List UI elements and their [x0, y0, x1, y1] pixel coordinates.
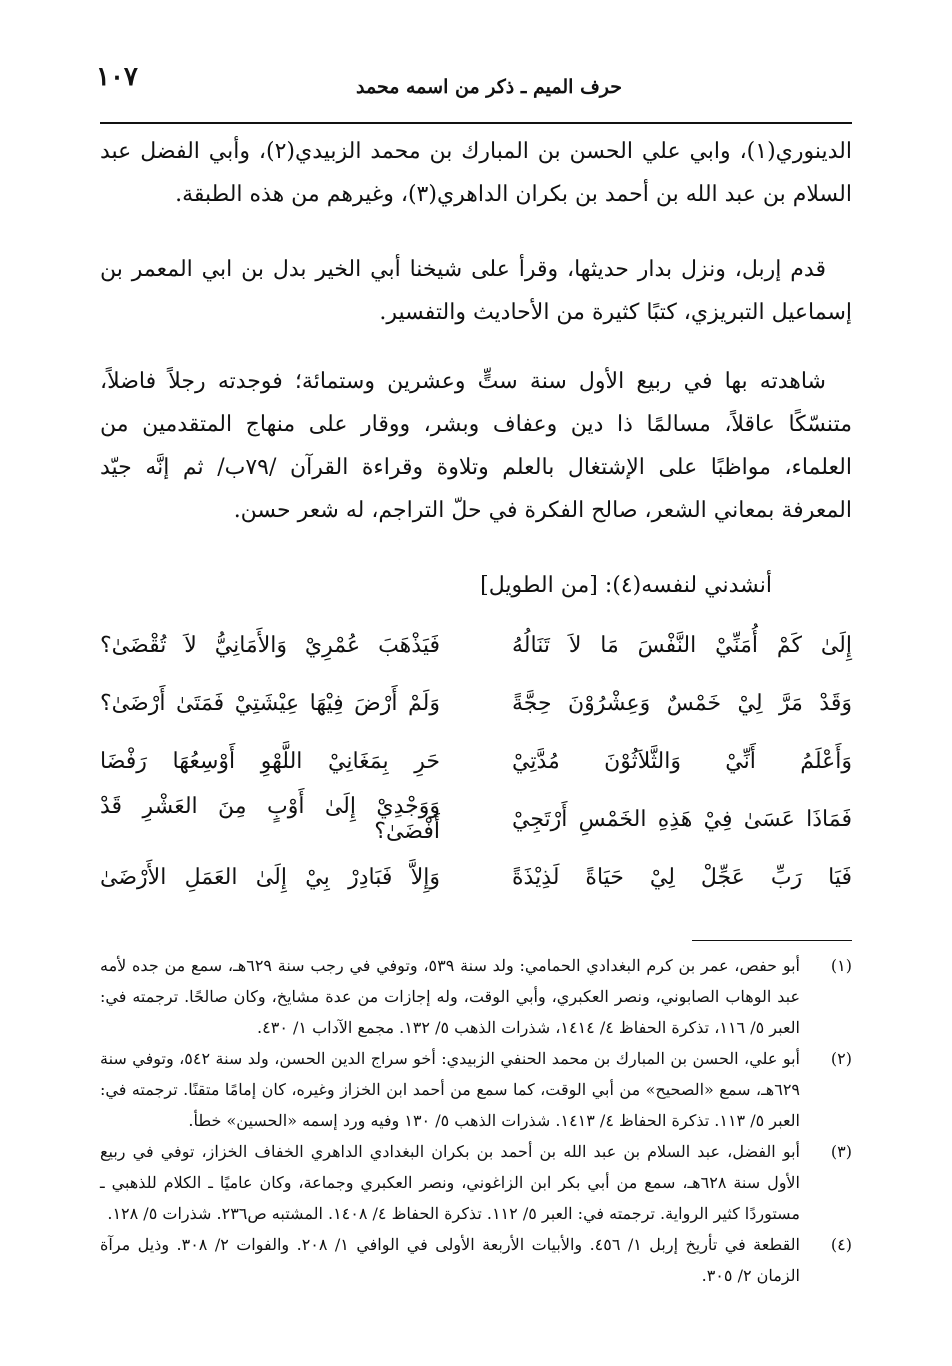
footnote-text: أبو الفضل، عبد السلام بن عبد الله بن أحمد بن بكران البغدادي الداهري الخفاف الخزاز، توفي في ربيع الأول سنة ٦٢٨هـ، سمع من أبي بكر ابن الزاغوني، ونصر العكبري وجماعة، وكان عاميًا ـ الكلام للذهبي ـ مستوردًا كثير الرواية. ترجمته في: العبر ٥/ ١١٢. تذكرة الحفاظ ٤/ ١٤٠٨. المشتبه ص٢٣٦. شذرات ٥/ ١٢٨.	[100, 1142, 801, 1223]
footnote	[100, 1136, 852, 1229]
footnote	[100, 950, 852, 1043]
body-paragraph: شاهدته بها في ربيع الأول سنة ستٍّ وعشرين وستمائة؛ فوجدته رجلاً فاضلاً، متنسّكًا عاقلاً، مسالمًا ذا دين وعفاف وبشر، ووقار على منهاج المتقدمين من العلماء، مواظبًا على الإشتغال بالعلم وتلاوة وقراءة القرآن /٧٩ب/ ثم إنَّه جيّد المعرفة بمعاني الشعر، صالح الفكرة في حلّ التراجم، له شعر حسن.	[100, 369, 852, 523]
footnote-text: أبو علي، الحسن بن المبارك بن محمد الحنفي الزبيدي: أخو سراج الدين الحسن، ولد سنة ٥٤٢، وتوفي سنة ٦٢٩هـ، سمع «الصحيح» من أبي الوقت، كما سمع من أحمد ابن الخزاز وغيره، كان إمامًا متقنًا. ترجمته في: العبر ٥/ ١١٣. تذكرة الحفاظ ٤/ ١٤١٣. شذرات الذهب ٥/ ١٣٠ وفيه ورد إسمه «الحسين» خطأ.	[100, 1049, 800, 1130]
running-title: حرف الميم ـ ذكر من اسمه محمد	[355, 76, 622, 98]
page-number: ١٠٧	[96, 62, 138, 92]
verse-second-hemistich: فَيَذْهَبَ عُمْرِيْ وَالأَمَانِيُّ لاَ تُقْضَىٰ؟	[100, 632, 440, 658]
footnote-number: (٣)	[830, 1142, 852, 1161]
body-paragraph: قدم إربل، ونزل بدار حديثها، وقرأ على شيخنا أبي الخير بدل بن ابي المعمر بن إسماعيل التبريزي، كتبًا كثيرة من الأحاديث والتفسير.	[100, 257, 852, 325]
poem	[100, 616, 852, 906]
body-paragraph: الدينوري(١)، وابي علي الحسن بن المبارك بن محمد الزبيدي(٢)، وأبي الفضل عبد السلام بن عبد الله بن أحمد بن بكران الداهري(٣)، وغيرهم من هذه الطبقة.	[100, 139, 852, 207]
verse-second-hemistich: وَلَمْ أَرْضَ فِيْهَا عِيْشَتِيْ فَمَتَىٰ أَرْضَىٰ؟	[100, 690, 440, 716]
verse-first-hemistich: إِلَىٰ كَمْ أُمَنِّيْ النَّفْسَ مَا لاَ تَنَالُهُ	[512, 632, 852, 658]
verse-first-hemistich: وَأَعْلَمُ أَنِّيْ وَالثَّلاَثُوْنَ مُدَّتِيْ	[512, 748, 852, 774]
verse-first-hemistich: فَمَاذَا عَسَىٰ فِيْ هَذِهِ الخَمْسِ أَرْتَجِيْ	[512, 806, 852, 832]
verse-second-hemistich: وَإِلاَّ فَبَادِرْ بِيْ إِلَىٰ العَمَلِ الأَرْضَىٰ	[100, 864, 440, 890]
footnote-text: القطعة في تأريخ إربل ١/ ٤٥٦. والأبيات الأربعة الأولى في الوافي ١/ ٢٠٨. والفوات ٢/ ٣٠٨. وذيل مرآة الزمان ٢/ ٣٠٥.	[100, 1235, 800, 1285]
poem-verse	[100, 674, 852, 732]
footnote	[100, 1229, 852, 1291]
footnote-number: (١)	[830, 956, 852, 975]
verse-first-hemistich: وَقَدْ مَرَّ لِيْ خَمْسٌ وَعِشْرُوْنَ حِجَّةً	[512, 690, 852, 716]
footnote-divider	[692, 940, 852, 941]
poem-intro: أنشدني لنفسه(٤): [من الطويل]	[480, 573, 772, 598]
poem-verse	[100, 732, 852, 790]
header-divider	[100, 122, 852, 124]
verse-first-hemistich: فَيَا رَبِّ عَجِّلْ لِيْ حَيَاةً لَذِيْذَةً	[512, 864, 852, 890]
footnotes	[100, 950, 852, 1290]
footnote	[100, 1043, 852, 1136]
footnote-text: أبو حفص، عمر بن كرم البغدادي الحمامي: ولد سنة ٥٣٩، وتوفي في رجب سنة ٦٢٩هـ، سمع من جده لأمه عبد الوهاب الصابوني، ونصر العكبري، وأبي الوقت، وله إجازات من عدة مشايخ، وكان صالحًا. ترجمته في: العبر ٥/ ١١٦، تذكرة الحفاظ ٤/ ١٤١٤، شذرات الذهب ٥/ ١٣٢. مجمع الآداب ١/ ٤٣٠.	[100, 956, 800, 1037]
verse-second-hemistich: وَوَجْدِيْ إِلَىٰ أَوْبٍ مِنَ العَشْرِ قَدْ أَفْضَىٰ؟	[100, 794, 440, 844]
poem-verse	[100, 790, 852, 848]
poem-verse	[100, 616, 852, 674]
verse-second-hemistich: حَرِ بِمَغَانِيْ اللَّهْوِ أَوْسِعُهَا رَفْضَا	[100, 748, 440, 774]
footnote-number: (٢)	[830, 1049, 852, 1068]
footnote-number: (٤)	[830, 1235, 852, 1254]
poem-verse	[100, 848, 852, 906]
